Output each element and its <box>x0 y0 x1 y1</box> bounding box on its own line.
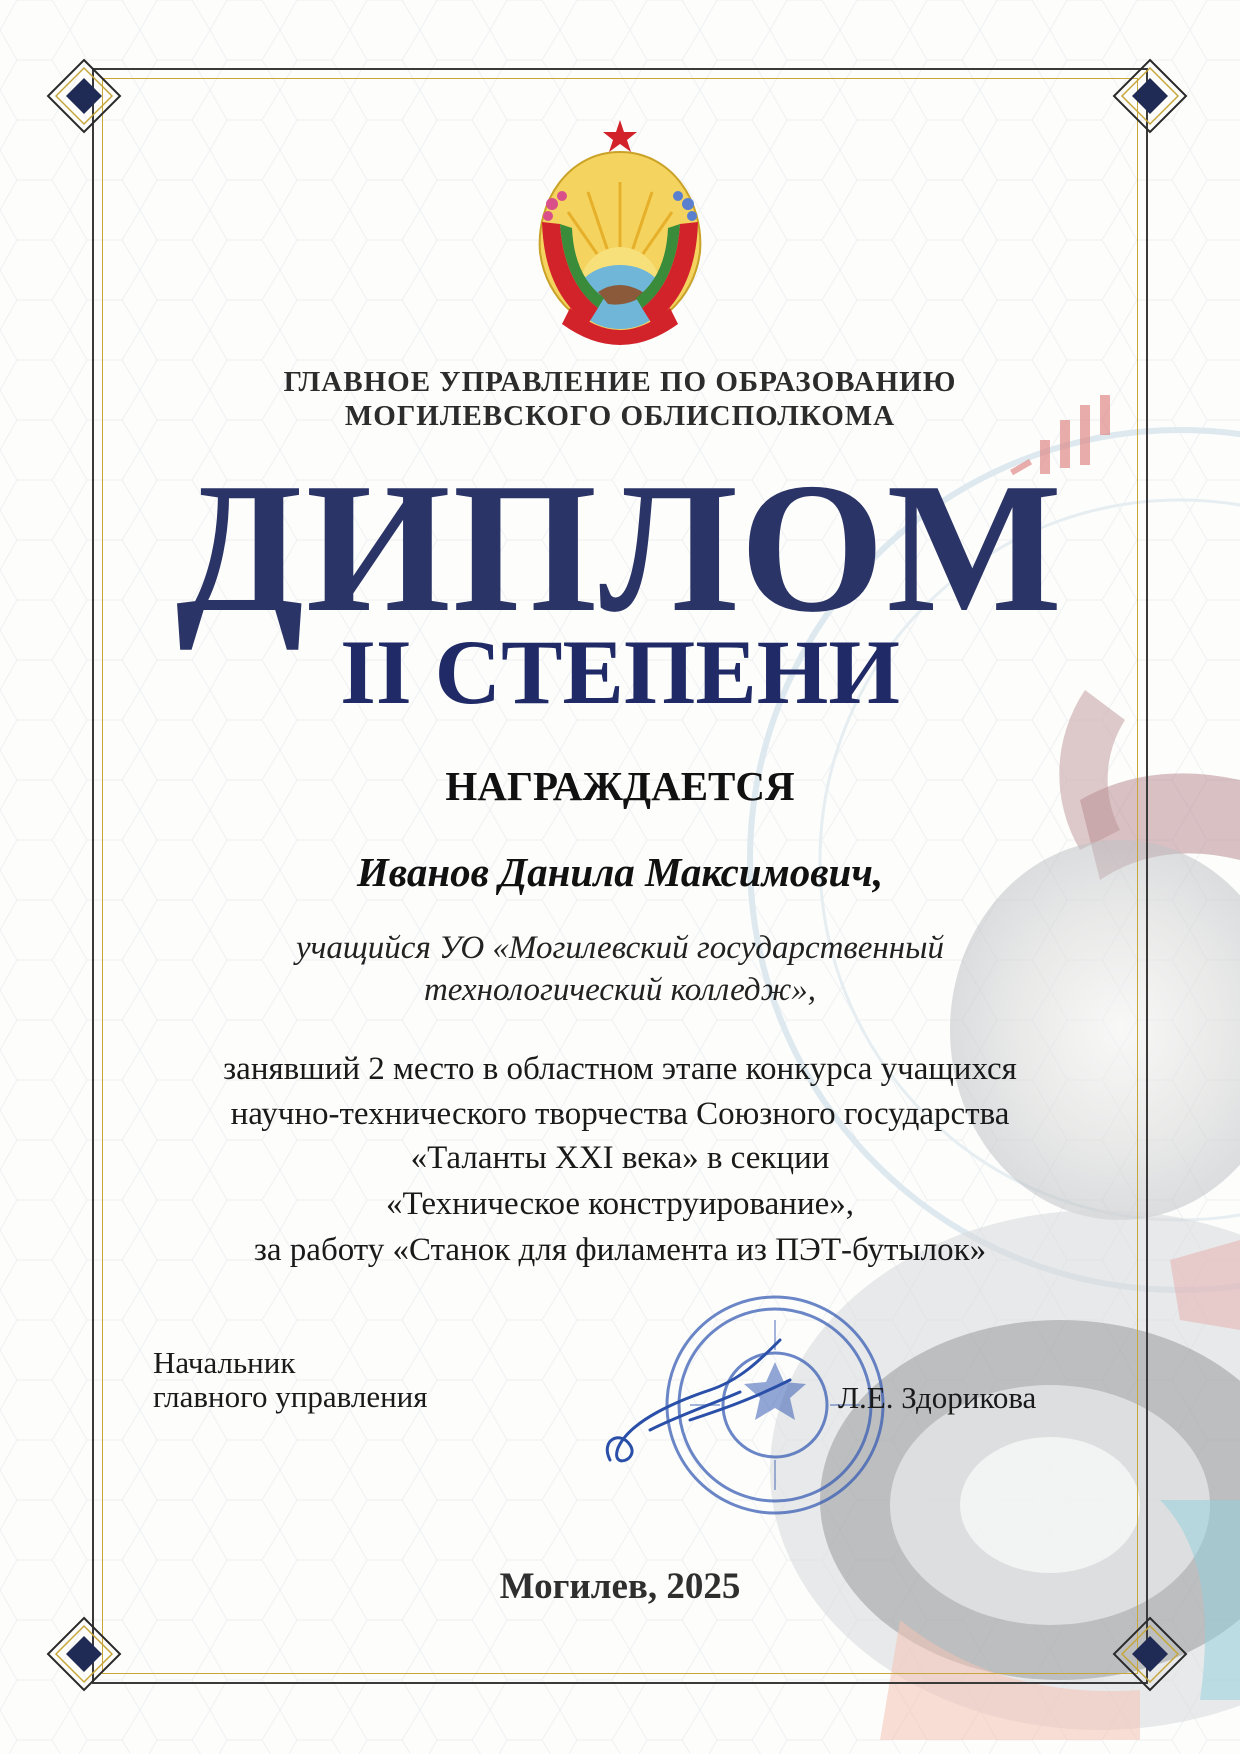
body-line-5: за работу «Станок для филамента из ПЭТ-бутылок» <box>253 1232 987 1268</box>
document-title: ДИПЛОМ <box>175 445 1065 651</box>
corner-diamond-icon <box>44 1614 124 1694</box>
signatory-title-line-2: главного управления <box>153 1379 428 1414</box>
body-line-1: занявший 2 место в областном этапе конкурса учащихся <box>223 1051 1017 1087</box>
state-emblem-icon <box>508 112 732 346</box>
signatory-title-line-1: Начальник <box>153 1345 296 1380</box>
recipient-role-line-1: учащийся УО «Могилевский государственный <box>296 930 944 966</box>
recipient-name: Иванов Данила Максимович, <box>356 849 884 895</box>
recipient-role-line-2: технологический колледж», <box>423 972 817 1008</box>
issuer-line-1: ГЛАВНОЕ УПРАВЛЕНИЕ ПО ОБРАЗОВАНИЮ <box>283 366 957 398</box>
handwritten-signature <box>590 1320 810 1480</box>
corner-diamond-icon <box>44 56 124 136</box>
body-line-4: «Техническое конструирование», <box>385 1186 855 1222</box>
body-line-3: «Таланты XXI века» в секции <box>410 1140 830 1176</box>
diploma-degree: II СТЕПЕНИ <box>340 621 900 723</box>
body-line-2: научно-технического творчества Союзного государства <box>230 1096 1010 1132</box>
issuer-line-2: МОГИЛЕВСКОГО ОБЛИСПОЛКОМА <box>344 400 896 432</box>
awarded-label: НАГРАЖДАЕТСЯ <box>445 763 795 809</box>
corner-diamond-icon <box>1110 1614 1190 1694</box>
city-year: Могилев, 2025 <box>499 1566 741 1607</box>
signatory-name: Л.Е. Здорикова <box>838 1380 1037 1415</box>
corner-diamond-icon <box>1110 56 1190 136</box>
